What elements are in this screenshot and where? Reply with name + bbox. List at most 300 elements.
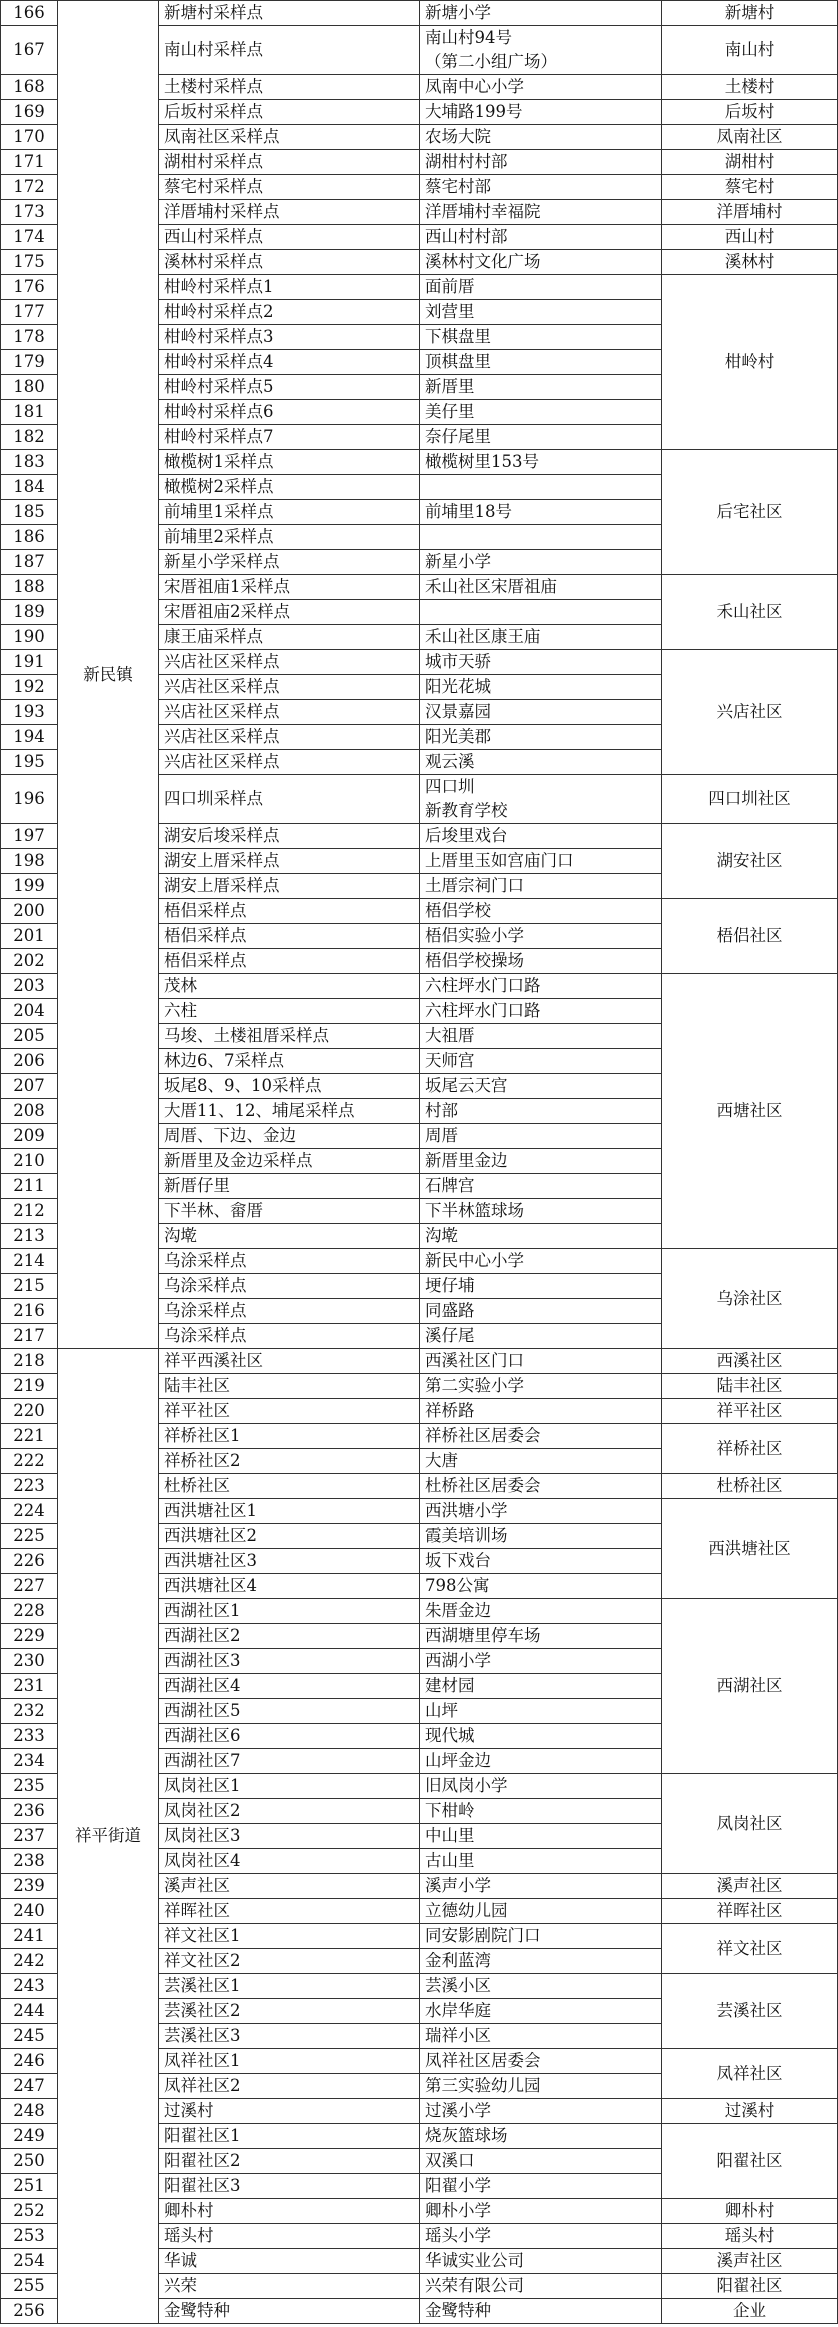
row-number-cell: 209	[1, 1124, 58, 1149]
location-cell: 大祖厝	[420, 1024, 662, 1049]
community-cell: 祥晖社区	[662, 1899, 838, 1924]
community-cell: 卿朴村	[662, 2199, 838, 2224]
sampling-point-cell: 新星小学采样点	[159, 550, 420, 575]
location-cell	[420, 775, 662, 824]
table-row	[1, 1349, 838, 1374]
community-cell: 湖柑村	[662, 150, 838, 175]
location-cell: 卿朴小学	[420, 2199, 662, 2224]
row-number-cell: 234	[1, 1749, 58, 1774]
location-cell: 朱厝金边	[420, 1599, 662, 1624]
location-cell: 天师宫	[420, 1049, 662, 1074]
sampling-point-cell: 梧侣采样点	[159, 949, 420, 974]
row-number-cell: 183	[1, 450, 58, 475]
row-number-cell: 176	[1, 275, 58, 300]
sampling-point-cell: 坂尾8、9、10采样点	[159, 1074, 420, 1099]
community-cell: 溪声社区	[662, 2249, 838, 2274]
location-cell: 霞美培训场	[420, 1524, 662, 1549]
location-cell: 前埔里18号	[420, 500, 662, 525]
location-cell: 观云溪	[420, 750, 662, 775]
location-cell: 禾山社区宋厝祖庙	[420, 575, 662, 600]
row-number-cell: 213	[1, 1224, 58, 1249]
location-cell: 梧侣学校	[420, 899, 662, 924]
sampling-point-cell: 柑岭村采样点3	[159, 325, 420, 350]
community-cell: 土楼村	[662, 75, 838, 100]
sampling-point-cell: 华诚	[159, 2249, 420, 2274]
community-cell: 湖安社区	[662, 824, 838, 899]
sampling-point-cell: 兴店社区采样点	[159, 675, 420, 700]
location-cell	[420, 600, 662, 625]
location-cell: 798公寓	[420, 1574, 662, 1599]
community-cell: 西洪塘社区	[662, 1499, 838, 1599]
location-cell: 西溪社区门口	[420, 1349, 662, 1374]
location-cell: 大唐	[420, 1449, 662, 1474]
row-number-cell: 191	[1, 650, 58, 675]
sampling-point-cell: 土楼村采样点	[159, 75, 420, 100]
row-number-cell: 203	[1, 974, 58, 999]
location-cell: 西山村村部	[420, 225, 662, 250]
location-cell: 同盛路	[420, 1299, 662, 1324]
location-cell: 中山里	[420, 1824, 662, 1849]
row-number-cell: 254	[1, 2249, 58, 2274]
location-cell: 汉景嘉园	[420, 700, 662, 725]
row-number-cell: 243	[1, 1974, 58, 1999]
sampling-point-cell: 橄榄树2采样点	[159, 475, 420, 500]
sampling-point-cell: 四口圳采样点	[159, 775, 420, 824]
row-number-cell: 166	[1, 1, 58, 26]
location-cell: 山坪	[420, 1699, 662, 1724]
row-number-cell: 240	[1, 1899, 58, 1924]
row-number-cell: 226	[1, 1549, 58, 1574]
location-line: 四口圳	[425, 777, 475, 796]
community-cell: 瑶头村	[662, 2224, 838, 2249]
town-cell: 新民镇	[58, 1, 159, 1349]
location-cell: 美仔里	[420, 400, 662, 425]
sampling-point-cell: 西湖社区6	[159, 1724, 420, 1749]
sampling-point-cell: 西洪塘社区1	[159, 1499, 420, 1524]
sampling-point-cell: 周厝、下边、金边	[159, 1124, 420, 1149]
sampling-point-cell: 新塘村采样点	[159, 1, 420, 26]
location-cell: 村部	[420, 1099, 662, 1124]
row-number-cell: 177	[1, 300, 58, 325]
sampling-point-cell: 康王庙采样点	[159, 625, 420, 650]
location-cell: 西湖小学	[420, 1649, 662, 1674]
row-number-cell: 224	[1, 1499, 58, 1524]
row-number-cell: 225	[1, 1524, 58, 1549]
row-number-cell: 210	[1, 1149, 58, 1174]
location-cell: 农场大院	[420, 125, 662, 150]
sampling-point-cell: 柑岭村采样点2	[159, 300, 420, 325]
sampling-point-cell: 西洪塘社区3	[159, 1549, 420, 1574]
location-cell: 金鹭特种	[420, 2299, 662, 2324]
community-cell: 凤岗社区	[662, 1774, 838, 1874]
location-cell: 烧灰篮球场	[420, 2124, 662, 2149]
sampling-point-cell: 溪林村采样点	[159, 250, 420, 275]
community-cell: 四口圳社区	[662, 775, 838, 824]
sampling-point-cell: 卿朴村	[159, 2199, 420, 2224]
sampling-point-cell: 西湖社区5	[159, 1699, 420, 1724]
sampling-point-cell: 林边6、7采样点	[159, 1049, 420, 1074]
sampling-point-cell: 过溪村	[159, 2099, 420, 2124]
community-cell: 凤祥社区	[662, 2049, 838, 2099]
row-number-cell: 170	[1, 125, 58, 150]
row-number-cell: 194	[1, 725, 58, 750]
row-number-cell: 174	[1, 225, 58, 250]
location-cell: 古山里	[420, 1849, 662, 1874]
row-number-cell: 250	[1, 2149, 58, 2174]
location-cell: 新塘小学	[420, 1, 662, 26]
location-line: 新教育学校	[425, 801, 508, 820]
location-cell: 现代城	[420, 1724, 662, 1749]
row-number-cell: 249	[1, 2124, 58, 2149]
community-cell: 祥桥社区	[662, 1424, 838, 1474]
location-cell: 过溪小学	[420, 2099, 662, 2124]
row-number-cell: 198	[1, 849, 58, 874]
sampling-point-cell: 湖安上厝采样点	[159, 849, 420, 874]
row-number-cell: 178	[1, 325, 58, 350]
sampling-point-cell: 陆丰社区	[159, 1374, 420, 1399]
row-number-cell: 222	[1, 1449, 58, 1474]
row-number-cell: 252	[1, 2199, 58, 2224]
sampling-point-cell: 六柱	[159, 999, 420, 1024]
sampling-point-cell: 新厝里及金边采样点	[159, 1149, 420, 1174]
row-number-cell: 219	[1, 1374, 58, 1399]
sampling-point-cell: 马埈、土楼祖厝采样点	[159, 1024, 420, 1049]
community-cell: 梧侣社区	[662, 899, 838, 974]
location-cell: 芸溪小区	[420, 1974, 662, 1999]
location-cell: 周厝	[420, 1124, 662, 1149]
location-cell: 第三实验幼儿园	[420, 2074, 662, 2099]
location-line: （第二小组广场）	[425, 52, 557, 71]
location-cell: 新厝里金边	[420, 1149, 662, 1174]
location-cell: 石牌宫	[420, 1174, 662, 1199]
row-number-cell: 204	[1, 999, 58, 1024]
location-cell: 梧侣学校操场	[420, 949, 662, 974]
location-cell: 上厝里玉如宫庙门口	[420, 849, 662, 874]
location-cell: 刘营里	[420, 300, 662, 325]
row-number-cell: 239	[1, 1874, 58, 1899]
row-number-cell: 195	[1, 750, 58, 775]
location-cell: 华诚实业公司	[420, 2249, 662, 2274]
sampling-point-cell: 芸溪社区2	[159, 1999, 420, 2024]
row-number-cell: 255	[1, 2274, 58, 2299]
row-number-cell: 202	[1, 949, 58, 974]
sampling-point-cell: 西湖社区4	[159, 1674, 420, 1699]
location-cell: 溪仔尾	[420, 1324, 662, 1349]
sampling-point-cell: 阳翟社区1	[159, 2124, 420, 2149]
row-number-cell: 189	[1, 600, 58, 625]
table-row	[1, 1, 838, 26]
community-cell: 后坂村	[662, 100, 838, 125]
row-number-cell: 246	[1, 2049, 58, 2074]
row-number-cell: 181	[1, 400, 58, 425]
sampling-point-cell: 新厝仔里	[159, 1174, 420, 1199]
sampling-point-cell: 凤祥社区1	[159, 2049, 420, 2074]
location-cell: 双溪口	[420, 2149, 662, 2174]
row-number-cell: 228	[1, 1599, 58, 1624]
sampling-point-cell: 溪声社区	[159, 1874, 420, 1899]
row-number-cell: 230	[1, 1649, 58, 1674]
row-number-cell: 227	[1, 1574, 58, 1599]
sampling-point-cell: 梧侣采样点	[159, 924, 420, 949]
community-cell: 阳翟社区	[662, 2274, 838, 2299]
community-cell: 祥文社区	[662, 1924, 838, 1974]
row-number-cell: 256	[1, 2299, 58, 2324]
location-cell: 洋厝埔村幸福院	[420, 200, 662, 225]
row-number-cell: 200	[1, 899, 58, 924]
sampling-point-cell: 阳翟社区3	[159, 2174, 420, 2199]
sampling-point-cell: 杜桥社区	[159, 1474, 420, 1499]
row-number-cell: 172	[1, 175, 58, 200]
sampling-point-cell: 凤岗社区3	[159, 1824, 420, 1849]
sampling-point-cell: 兴店社区采样点	[159, 700, 420, 725]
sampling-point-cell: 梧侣采样点	[159, 899, 420, 924]
row-number-cell: 171	[1, 150, 58, 175]
row-number-cell: 236	[1, 1799, 58, 1824]
row-number-cell: 238	[1, 1849, 58, 1874]
row-number-cell: 206	[1, 1049, 58, 1074]
sampling-point-cell: 宋厝祖庙2采样点	[159, 600, 420, 625]
location-cell: 新星小学	[420, 550, 662, 575]
location-cell: 水岸华庭	[420, 1999, 662, 2024]
sampling-point-cell: 西湖社区3	[159, 1649, 420, 1674]
sampling-point-cell: 前埔里1采样点	[159, 500, 420, 525]
location-cell: 新厝里	[420, 375, 662, 400]
location-cell: 第二实验小学	[420, 1374, 662, 1399]
sampling-point-cell: 祥文社区1	[159, 1924, 420, 1949]
sampling-point-cell: 祥桥社区1	[159, 1424, 420, 1449]
sampling-point-cell: 湖柑村采样点	[159, 150, 420, 175]
community-cell: 洋厝埔村	[662, 200, 838, 225]
location-cell: 城市天骄	[420, 650, 662, 675]
sampling-point-cell: 柑岭村采样点1	[159, 275, 420, 300]
row-number-cell: 220	[1, 1399, 58, 1424]
row-number-cell: 244	[1, 1999, 58, 2024]
location-cell: 祥桥社区居委会	[420, 1424, 662, 1449]
location-cell: 下棋盘里	[420, 325, 662, 350]
sampling-point-cell: 柑岭村采样点4	[159, 350, 420, 375]
sampling-point-cell: 柑岭村采样点6	[159, 400, 420, 425]
row-number-cell: 175	[1, 250, 58, 275]
sampling-point-cell: 乌涂采样点	[159, 1299, 420, 1324]
location-cell: 坂尾云天宫	[420, 1074, 662, 1099]
sampling-point-cell: 乌涂采样点	[159, 1249, 420, 1274]
location-cell: 新民中心小学	[420, 1249, 662, 1274]
sampling-point-cell: 西山村采样点	[159, 225, 420, 250]
sampling-point-cell: 兴店社区采样点	[159, 650, 420, 675]
community-cell: 阳翟社区	[662, 2124, 838, 2199]
sampling-point-cell: 兴店社区采样点	[159, 725, 420, 750]
row-number-cell: 248	[1, 2099, 58, 2124]
location-cell: 奈仔尾里	[420, 425, 662, 450]
sampling-point-cell: 宋厝祖庙1采样点	[159, 575, 420, 600]
location-cell: 后埈里戏台	[420, 824, 662, 849]
row-number-cell: 187	[1, 550, 58, 575]
row-number-cell: 247	[1, 2074, 58, 2099]
sampling-point-cell: 凤岗社区1	[159, 1774, 420, 1799]
sampling-point-cell: 祥平社区	[159, 1399, 420, 1424]
sampling-point-cell: 大厝11、12、埔尾采样点	[159, 1099, 420, 1124]
location-cell: 旧凤岗小学	[420, 1774, 662, 1799]
row-number-cell: 207	[1, 1074, 58, 1099]
location-cell: 同安影剧院门口	[420, 1924, 662, 1949]
community-cell: 西溪社区	[662, 1349, 838, 1374]
location-cell: 建材园	[420, 1674, 662, 1699]
location-cell: 杜桥社区居委会	[420, 1474, 662, 1499]
row-number-cell: 229	[1, 1624, 58, 1649]
location-cell: 山坪金边	[420, 1749, 662, 1774]
row-number-cell: 193	[1, 700, 58, 725]
row-number-cell: 253	[1, 2224, 58, 2249]
row-number-cell: 218	[1, 1349, 58, 1374]
row-number-cell: 167	[1, 26, 58, 75]
community-cell: 陆丰社区	[662, 1374, 838, 1399]
community-cell: 芸溪社区	[662, 1974, 838, 2049]
sampling-point-cell: 沟墘	[159, 1224, 420, 1249]
community-cell: 溪声社区	[662, 1874, 838, 1899]
community-cell: 西塘社区	[662, 974, 838, 1249]
sampling-point-cell: 下半林、畲厝	[159, 1199, 420, 1224]
community-cell: 杜桥社区	[662, 1474, 838, 1499]
location-cell: 顶棋盘里	[420, 350, 662, 375]
location-cell: 沟墘	[420, 1224, 662, 1249]
community-cell: 新塘村	[662, 1, 838, 26]
location-cell: 瑶头小学	[420, 2224, 662, 2249]
sampling-point-cell: 柑岭村采样点5	[159, 375, 420, 400]
location-cell: 六柱坪水门口路	[420, 974, 662, 999]
sampling-point-cell: 乌涂采样点	[159, 1274, 420, 1299]
location-cell: 埂仔埔	[420, 1274, 662, 1299]
sampling-point-cell: 湖安上厝采样点	[159, 874, 420, 899]
town-cell: 祥平街道	[58, 1349, 159, 2324]
row-number-cell: 185	[1, 500, 58, 525]
location-cell: 梧侣实验小学	[420, 924, 662, 949]
sampling-point-cell: 兴荣	[159, 2274, 420, 2299]
sampling-point-cell: 凤南社区采样点	[159, 125, 420, 150]
sampling-point-cell: 祥文社区2	[159, 1949, 420, 1974]
community-cell: 乌涂社区	[662, 1249, 838, 1349]
sampling-point-cell: 凤岗社区4	[159, 1849, 420, 1874]
table-body	[1, 1, 838, 2324]
row-number-cell: 217	[1, 1324, 58, 1349]
sampling-point-cell: 柑岭村采样点7	[159, 425, 420, 450]
row-number-cell: 173	[1, 200, 58, 225]
row-number-cell: 233	[1, 1724, 58, 1749]
community-cell: 禾山社区	[662, 575, 838, 650]
row-number-cell: 242	[1, 1949, 58, 1974]
row-number-cell: 168	[1, 75, 58, 100]
sampling-point-cell: 西湖社区2	[159, 1624, 420, 1649]
sampling-point-cell: 阳翟社区2	[159, 2149, 420, 2174]
row-number-cell: 212	[1, 1199, 58, 1224]
row-number-cell: 251	[1, 2174, 58, 2199]
location-cell: 兴荣有限公司	[420, 2274, 662, 2299]
sampling-point-cell: 金鹭特种	[159, 2299, 420, 2324]
community-cell: 西湖社区	[662, 1599, 838, 1774]
community-cell: 兴店社区	[662, 650, 838, 775]
location-cell: 阳光美郡	[420, 725, 662, 750]
community-cell: 过溪村	[662, 2099, 838, 2124]
row-number-cell: 245	[1, 2024, 58, 2049]
location-cell: 瑞祥小区	[420, 2024, 662, 2049]
row-number-cell: 188	[1, 575, 58, 600]
sampling-point-cell: 祥平西溪社区	[159, 1349, 420, 1374]
sampling-point-cell: 祥晖社区	[159, 1899, 420, 1924]
row-number-cell: 237	[1, 1824, 58, 1849]
location-cell: 禾山社区康王庙	[420, 625, 662, 650]
location-cell: 祥桥路	[420, 1399, 662, 1424]
sampling-point-cell: 湖安后埈采样点	[159, 824, 420, 849]
sampling-point-cell: 祥桥社区2	[159, 1449, 420, 1474]
community-cell: 祥平社区	[662, 1399, 838, 1424]
location-cell: 溪声小学	[420, 1874, 662, 1899]
sampling-point-cell: 西洪塘社区4	[159, 1574, 420, 1599]
sampling-point-cell: 乌涂采样点	[159, 1324, 420, 1349]
location-cell	[420, 525, 662, 550]
location-cell: 西湖塘里停车场	[420, 1624, 662, 1649]
sampling-point-cell: 后坂村采样点	[159, 100, 420, 125]
sampling-point-cell: 瑶头村	[159, 2224, 420, 2249]
location-cell: 立德幼儿园	[420, 1899, 662, 1924]
location-cell: 下半林篮球场	[420, 1199, 662, 1224]
location-line: 南山村94号	[425, 28, 512, 47]
row-number-cell: 199	[1, 874, 58, 899]
row-number-cell: 192	[1, 675, 58, 700]
location-cell: 溪林村文化广场	[420, 250, 662, 275]
community-cell: 蔡宅村	[662, 175, 838, 200]
row-number-cell: 215	[1, 1274, 58, 1299]
row-number-cell: 169	[1, 100, 58, 125]
community-cell: 后宅社区	[662, 450, 838, 575]
row-number-cell: 241	[1, 1924, 58, 1949]
community-cell: 溪林村	[662, 250, 838, 275]
location-cell: 西洪塘小学	[420, 1499, 662, 1524]
row-number-cell: 208	[1, 1099, 58, 1124]
row-number-cell: 196	[1, 775, 58, 824]
sampling-point-cell: 洋厝埔村采样点	[159, 200, 420, 225]
sampling-point-cell: 蔡宅村采样点	[159, 175, 420, 200]
row-number-cell: 235	[1, 1774, 58, 1799]
location-cell: 蔡宅村部	[420, 175, 662, 200]
community-cell: 企业	[662, 2299, 838, 2324]
sampling-point-cell: 橄榄树1采样点	[159, 450, 420, 475]
sampling-point-cell: 凤岗社区2	[159, 1799, 420, 1824]
location-cell	[420, 475, 662, 500]
location-cell: 阳光花城	[420, 675, 662, 700]
community-cell: 柑岭村	[662, 275, 838, 450]
location-cell: 下柑岭	[420, 1799, 662, 1824]
row-number-cell: 186	[1, 525, 58, 550]
location-cell: 湖柑村村部	[420, 150, 662, 175]
location-cell: 坂下戏台	[420, 1549, 662, 1574]
sampling-point-cell: 南山村采样点	[159, 26, 420, 75]
sampling-point-cell: 茂林	[159, 974, 420, 999]
row-number-cell: 223	[1, 1474, 58, 1499]
sampling-point-cell: 前埔里2采样点	[159, 525, 420, 550]
row-number-cell: 211	[1, 1174, 58, 1199]
row-number-cell: 231	[1, 1674, 58, 1699]
row-number-cell: 201	[1, 924, 58, 949]
location-cell: 橄榄树里153号	[420, 450, 662, 475]
location-cell: 凤南中心小学	[420, 75, 662, 100]
location-cell: 凤祥社区居委会	[420, 2049, 662, 2074]
row-number-cell: 205	[1, 1024, 58, 1049]
sampling-point-cell: 西湖社区1	[159, 1599, 420, 1624]
sampling-point-cell: 芸溪社区1	[159, 1974, 420, 1999]
community-cell: 凤南社区	[662, 125, 838, 150]
row-number-cell: 190	[1, 625, 58, 650]
row-number-cell: 182	[1, 425, 58, 450]
location-cell: 土厝宗祠门口	[420, 874, 662, 899]
